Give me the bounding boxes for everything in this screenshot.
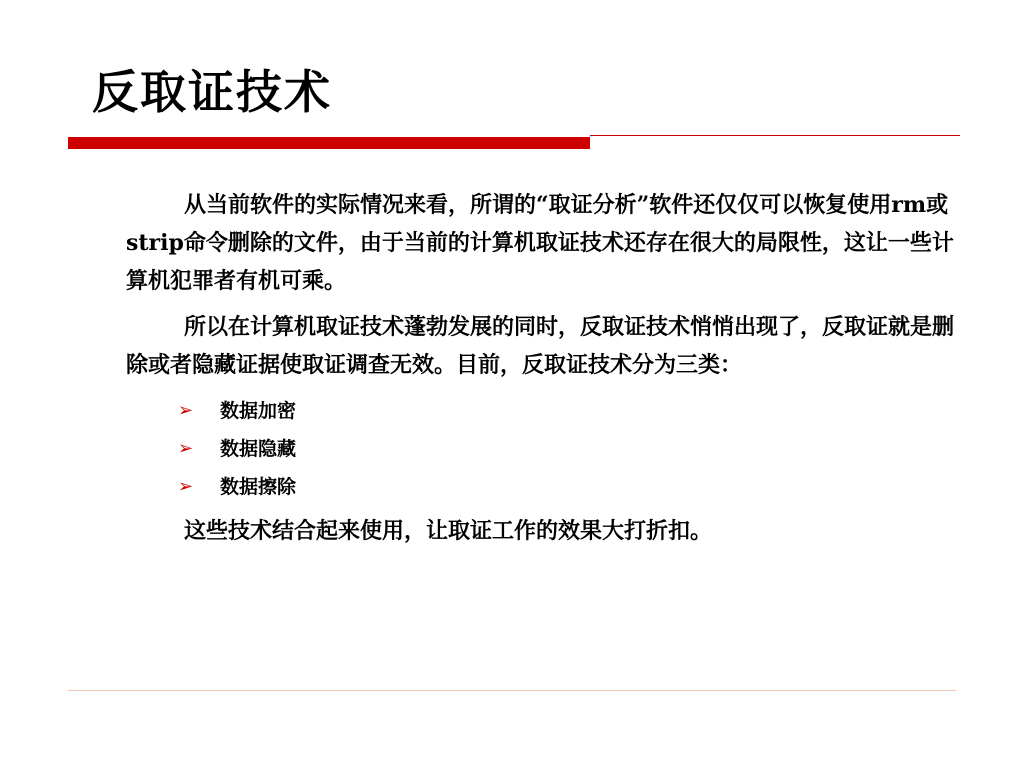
list-item-label: 数据加密 (220, 400, 297, 422)
arrow-right-icon: ➢ (178, 476, 194, 497)
paragraph-anti-forensics-intro: 所以在计算机取证技术蓬勃发展的同时，反取证技术悄悄出现了，反取证就是删除或者隐藏证据使取证调查无效。目前，反取证技术分为三类： (126, 314, 955, 378)
list-item (126, 392, 956, 430)
paragraph-current-state: 从当前软件的实际情况来看，所谓的“取证分析”软件还仅仅可以恢复使用rm或strip命令删除的文件，由于当前的计算机取证技术还存在很大的局限性，这让一些计算机犯罪者有机可乘。 (126, 192, 954, 294)
closing-statement: 这些技术结合起来使用，让取证工作的效果大打折扣。 (184, 518, 713, 544)
arrow-right-icon: ➢ (178, 438, 194, 459)
list-item (126, 430, 956, 468)
technique-list (126, 392, 956, 506)
list-item-label: 数据擦除 (220, 476, 297, 498)
slide-body (126, 186, 956, 550)
list-item-label: 数据隐藏 (220, 438, 297, 460)
arrow-right-icon: ➢ (178, 400, 194, 421)
footer-divider (68, 690, 956, 691)
list-item (126, 468, 956, 506)
slide-title: 反取证技术 (92, 65, 332, 119)
title-divider-thin (590, 135, 960, 136)
title-divider-thick (68, 137, 590, 149)
